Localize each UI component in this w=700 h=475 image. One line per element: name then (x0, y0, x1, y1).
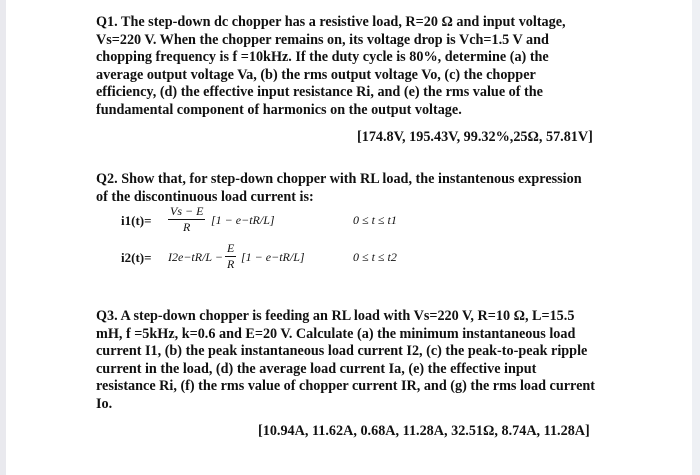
equation-i2-bracket: [1 − e−tR/L] (241, 250, 305, 264)
equation-i1-condition: 0 ≤ t ≤ t1 (353, 213, 397, 227)
equation-i1-lhs: i1(t)= (121, 213, 152, 228)
question-1-body: The step-down dc chopper has a resistive load, R=20 Ω and input voltage, Vs=220 V. When the chopper remains on, its voltage drop is Vch=1.5 V and chopping frequency is f =10kHz. If the duty cycle is 80%, determine (a) the average output voltage Va, (b) the rms output voltage Vo, (c) the chopper efficiency, (d) the effective input resistance Ri, and (e) the rms value of the fundamental component of harmonics on the output voltage. (96, 14, 566, 118)
question-3-text (96, 308, 596, 414)
question-2-body: Show that, for step-down chopper with RL load, the instantenous expression of the discontinuous load current is: (96, 171, 582, 205)
question-1-number: Q1. (96, 14, 118, 30)
question-3-answer: [10.94A, 11.62A, 0.68A, 11.28A, 32.51Ω, 8.74A, 11.28A] (258, 423, 590, 439)
equation-i2-denominator: R (227, 257, 235, 271)
equation-i1-numerator: Vs − E (170, 204, 204, 218)
equation-i2-lhs: i2(t)= (121, 250, 152, 265)
question-3-number: Q3. (96, 308, 118, 324)
left-frame-edge (0, 0, 6, 475)
equation-i1 (121, 204, 541, 238)
question-1-text (96, 14, 596, 120)
equation-i2-term1: I2e−tR/L − (168, 250, 223, 264)
question-1-answer: [174.8V, 195.43V, 99.32%,25Ω, 57.81V] (357, 129, 593, 145)
equation-i2-numerator: E (227, 241, 235, 255)
question-2-number: Q2. (96, 171, 118, 187)
question-3-body: A step-down chopper is feeding an RL load with Vs=220 V, R=10 Ω, L=15.5 mH, f =5kHz, k=0.6 and E=20 V. Calculate (a) the minimum instantaneous load current I1, (b) the peak instantaneous load current I2, (c) the peak-to-peak ripple current in the load, (d) the average load current Ia, (e) the effective input resistance Ri, (f) the rms value of chopper current IR, and (g) the rms load current Io. (96, 308, 595, 412)
equation-i2 (121, 241, 541, 275)
equation-i1-denominator: R (183, 220, 191, 234)
right-frame-edge (692, 0, 700, 475)
question-2-text (96, 171, 596, 206)
equation-i1-fraction (168, 204, 205, 235)
equation-i1-bracket: [1 − e−tR/L] (211, 213, 275, 227)
question-3 (96, 308, 596, 414)
question-2 (96, 171, 596, 206)
equation-i2-condition: 0 ≤ t ≤ t2 (353, 250, 397, 264)
equation-i2-fraction (225, 241, 236, 272)
question-1 (96, 14, 596, 120)
